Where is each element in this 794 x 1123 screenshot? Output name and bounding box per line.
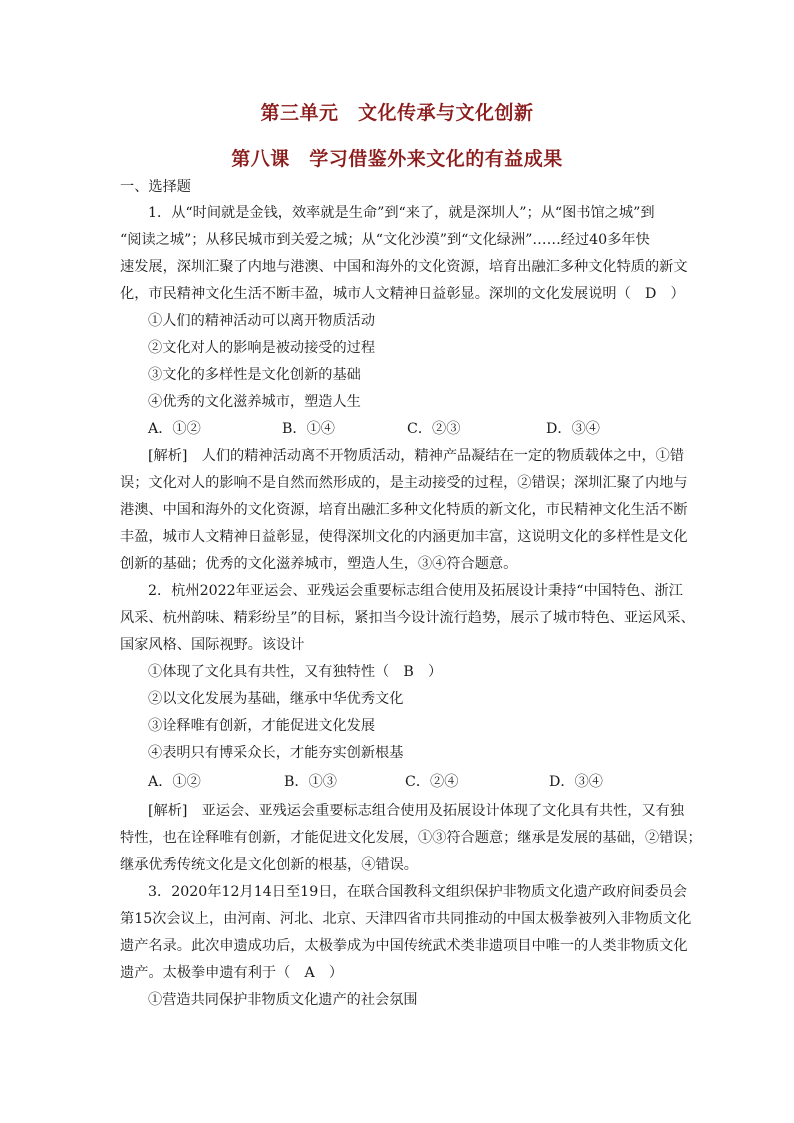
q1-stem-line: 速发展，深圳汇聚了内地与港澳、中国和海外的文化资源，培育出融汇多种文化特质的新文: [120, 259, 688, 275]
q1-option-c: C．②③: [407, 421, 461, 437]
section-heading: 一、选择题: [120, 179, 191, 195]
q1-stem-line: “阅读之城”；从移民城市到关爱之城；从“文化沙漠”到“文化绿洲”……经过40多年快: [120, 232, 650, 248]
q3-stem-line: 3．2020年12月14日至19日，在联合国教科文组织保护非物质文化遗产政府间委员会: [148, 884, 688, 900]
q1-analysis-line: 丰盈，城市人文精神日益彰显，使得深圳文化的内涵更加丰富，这说明文化的多样性是文化: [120, 529, 688, 545]
q2-stem-line: 国家风格、国际视野。该设计: [120, 637, 305, 653]
q1-analysis-line: 误；文化对人的影响不是自然而然形成的，是主动接受的过程，②错误；深圳汇聚了内地与: [120, 475, 688, 491]
q2-option-c: C．②④: [405, 774, 459, 790]
q1-stem-line: 化，市民精神文化生活不断丰盈，城市人文精神日益彰显。深圳的文化发展说明（ D ）: [120, 286, 685, 302]
q3-stem-line: 遗产名录。此次申遗成功后，太极拳成为中国传统武术类非遗项目中唯一的人类非物质文化: [120, 938, 688, 954]
q2-item: ③诠释唯有创新，才能促进文化发展: [148, 718, 376, 734]
q3-stem-line: 第15次会议上，由河南、河北、北京、天津四省市共同推动的中国太极拳被列入非物质文化: [120, 911, 692, 927]
q1-analysis-line: 创新的基础；优秀的文化滋养城市，塑造人生，③④符合题意。: [120, 556, 518, 572]
q1-stem-line: 1．从“时间就是金钱，效率就是生命”到“来了，就是深圳人”；从“图书馆之城”到: [148, 205, 655, 221]
q2-analysis-line: [解析] 亚运会、亚残运会重要标志组合使用及拓展设计体现了文化具有共性，又有独: [148, 803, 685, 819]
q1-item: ①人们的精神活动可以离开物质活动: [148, 313, 376, 329]
q2-stem-line: 2．杭州2022年亚运会、亚残运会重要标志组合使用及拓展设计秉持“中国特色、浙江: [148, 583, 683, 599]
q2-option-d: D．③④: [549, 774, 603, 790]
q2-analysis-line: 继承优秀传统文化是文化创新的根基，④错误。: [120, 857, 418, 873]
q2-analysis-line: 特性，也在诠释唯有创新，才能促进文化发展，①③符合题意；继承是发展的基础，②错误；: [120, 830, 702, 846]
q2-option-b: B．①③: [284, 774, 337, 790]
q1-item: ②文化对人的影响是被动接受的过程: [148, 340, 376, 356]
q1-analysis-line: 港澳、中国和海外的文化资源，培育出融汇多种文化特质的新文化，市民精神文化生活不断: [120, 502, 688, 518]
q2-item: ④表明只有博采众长，才能夯实创新根基: [148, 745, 404, 761]
q1-analysis-line: [解析] 人们的精神活动离不开物质活动，精神产品凝结在一定的物质载体之中，①错: [148, 448, 685, 464]
q2-option-a: A．①②: [148, 774, 201, 790]
q1-option-d: D．③④: [546, 421, 600, 437]
q2-item: ①体现了文化具有共性，又有独特性（ B ）: [148, 664, 443, 680]
q1-item: ④优秀的文化滋养城市，塑造人生: [148, 394, 361, 410]
q3-stem-line: 遗产。太极拳申遗有利于（ A ）: [120, 965, 344, 981]
q1-option-b: B．①④: [282, 421, 335, 437]
q1-option-a: A．①②: [148, 421, 201, 437]
q2-stem-line: 风采、杭州韵味、精彩纷呈”的目标，紧扣当今设计流行趋势，展示了城市特色、亚运风采、: [120, 610, 695, 626]
q2-item: ②以文化发展为基础，继承中华优秀文化: [148, 691, 404, 707]
q3-item: ①营造共同保护非物质文化遗产的社会氛围: [148, 992, 418, 1008]
unit-title: 第三单元 文化传承与文化创新: [260, 102, 534, 124]
lesson-title: 第八课 学习借鉴外来文化的有益成果: [231, 148, 563, 170]
q1-item: ③文化的多样性是文化创新的基础: [148, 367, 361, 383]
